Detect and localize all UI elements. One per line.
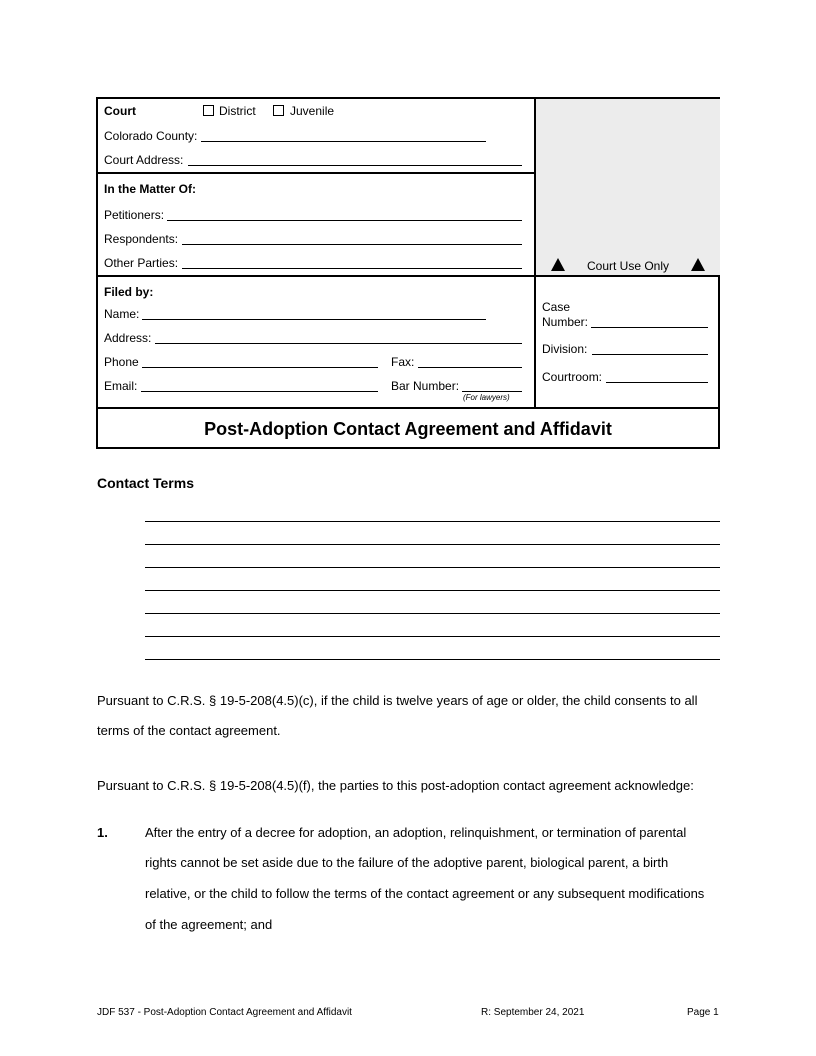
- name-label: Name:: [104, 307, 140, 321]
- address-field[interactable]: [155, 343, 522, 344]
- courtroom-label: Courtroom:: [542, 370, 603, 384]
- fax-label: Fax:: [391, 355, 415, 369]
- respondents-field[interactable]: [182, 244, 522, 245]
- phone-label: Phone: [104, 355, 139, 369]
- footer-revision: R: September 24, 2021: [481, 1007, 585, 1018]
- caption-divider-court: [98, 172, 536, 174]
- item-line3: relative, or the child to follow the terms of the contact agreement or any subsequent modifications: [145, 886, 705, 901]
- for-lawyers-note: (For lawyers): [463, 393, 510, 402]
- item-line1: After the entry of a decree for adoption, an adoption, relinquishment, or termination of parental: [145, 825, 687, 840]
- filed-by-label: Filed by:: [104, 285, 154, 299]
- footer-page: Page 1: [687, 1007, 719, 1018]
- court-use-only-label: Court Use Only: [587, 259, 670, 273]
- item-line4: of the agreement; and: [145, 917, 273, 932]
- case-label: Case: [542, 300, 571, 314]
- court-label: Court: [104, 104, 136, 118]
- respondents-label: Respondents:: [104, 232, 179, 246]
- phone-field[interactable]: [142, 367, 378, 368]
- form-title: Post-Adoption Contact Agreement and Affidavit: [204, 419, 612, 439]
- caption-divider-matter: [98, 275, 720, 277]
- court-use-area: [536, 99, 720, 275]
- item-line2: rights cannot be set aside due to the failure of the adoptive parent, biological parent, a birth: [145, 855, 669, 870]
- case-number-label: Number:: [542, 315, 589, 329]
- contact-terms-line[interactable]: [145, 590, 720, 591]
- contact-terms-line[interactable]: [145, 567, 720, 568]
- section-heading: Contact Terms: [97, 475, 194, 491]
- contact-terms-line[interactable]: [145, 613, 720, 614]
- bar-number-label: Bar Number:: [391, 379, 460, 393]
- triangle-up-icon: [691, 258, 705, 271]
- case-number-field[interactable]: [591, 327, 708, 328]
- item-number: 1.: [97, 825, 108, 840]
- division-field[interactable]: [592, 354, 708, 355]
- email-field[interactable]: [141, 391, 378, 392]
- juvenile-checkbox[interactable]: [273, 105, 284, 116]
- paragraph-consent-line2: terms of the contact agreement.: [97, 723, 281, 738]
- paragraph-acknowledge: Pursuant to C.R.S. § 19-5-208(4.5)(f), the parties to this post-adoption contact agreement acknowledge:: [97, 778, 694, 793]
- other-parties-field[interactable]: [182, 268, 522, 269]
- contact-terms-line[interactable]: [145, 636, 720, 637]
- email-label: Email:: [104, 379, 138, 393]
- address-label: Address:: [104, 331, 152, 345]
- court-address-field[interactable]: [188, 165, 522, 166]
- fax-field[interactable]: [418, 367, 522, 368]
- county-label: Colorado County:: [104, 129, 198, 143]
- caption-box: [96, 97, 720, 449]
- matter-label: In the Matter Of:: [104, 182, 196, 196]
- petitioners-label: Petitioners:: [104, 208, 165, 222]
- other-parties-label: Other Parties:: [104, 256, 179, 270]
- contact-terms-line[interactable]: [145, 659, 720, 660]
- footer-form-id: JDF 537 - Post-Adoption Contact Agreement and Affidavit: [97, 1007, 352, 1018]
- contact-terms-line[interactable]: [145, 544, 720, 545]
- contact-terms-line[interactable]: [145, 521, 720, 522]
- petitioners-field[interactable]: [167, 220, 522, 221]
- division-label: Division:: [542, 342, 588, 356]
- caption-vertical-divider: [534, 99, 536, 409]
- district-label: District: [219, 104, 256, 118]
- name-field[interactable]: [142, 319, 486, 320]
- court-address-label: Court Address:: [104, 153, 184, 167]
- paragraph-consent-line1: Pursuant to C.R.S. § 19-5-208(4.5)(c), if the child is twelve years of age or older, the child consents to all: [97, 693, 698, 708]
- bar-number-field[interactable]: [462, 391, 522, 392]
- juvenile-label: Juvenile: [290, 104, 335, 118]
- district-checkbox[interactable]: [203, 105, 214, 116]
- county-field[interactable]: [201, 141, 486, 142]
- caption-divider-title: [98, 407, 720, 409]
- courtroom-field[interactable]: [606, 382, 708, 383]
- triangle-up-icon: [551, 258, 565, 271]
